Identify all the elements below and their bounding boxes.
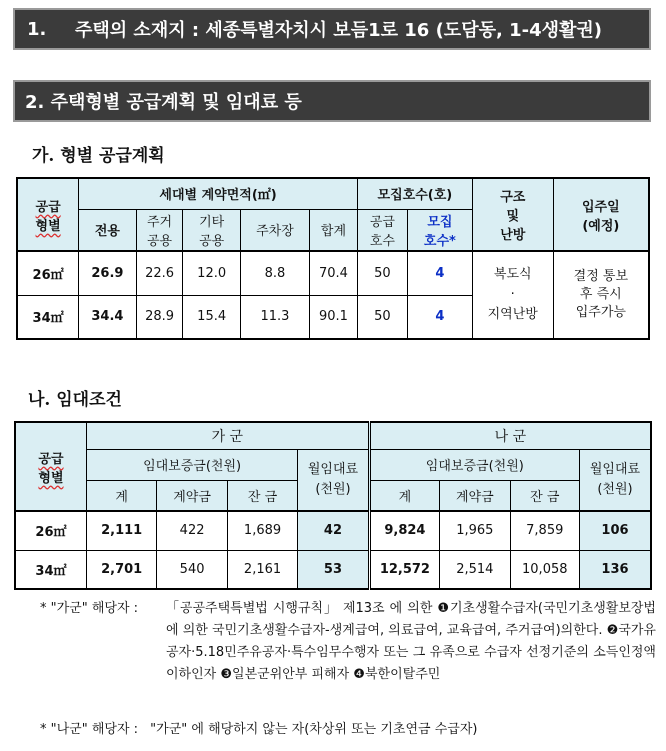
section-1-title: 주택의 소재지 : 세종특별자치시 보듬1로 16 (도담동, 1-4생활권) bbox=[75, 20, 602, 41]
header-exclusive: 전용 bbox=[79, 209, 136, 251]
cell-ga-balance: 1,689 bbox=[227, 511, 297, 550]
header-supply-count: 공급 호수 bbox=[357, 209, 407, 251]
header-recruit: 모집 호수* bbox=[407, 209, 472, 251]
cell-other: 15.4 bbox=[183, 295, 240, 339]
note-ga-label: * "가군" 해당자 : bbox=[40, 601, 139, 616]
header-na-deposit: 임대보증금(천원) bbox=[369, 449, 579, 480]
cell-na-sum: 12,572 bbox=[369, 550, 439, 589]
cell-ga-sum: 2,111 bbox=[86, 511, 156, 550]
header-group-ga: 가 군 bbox=[86, 422, 369, 449]
header-group-na: 나 군 bbox=[369, 422, 651, 449]
cell-ga-rent: 53 bbox=[298, 550, 369, 589]
cell-parking: 11.3 bbox=[240, 295, 309, 339]
cell-total: 90.1 bbox=[310, 295, 358, 339]
header-type: 공급 형별 bbox=[15, 422, 86, 511]
row-type: 26㎡ bbox=[17, 251, 79, 295]
supply-plan-table bbox=[16, 177, 650, 340]
subheading-supply-plan: 가. 형별 공급계획 bbox=[32, 146, 165, 166]
cell-ga-rent: 42 bbox=[298, 511, 369, 550]
header-ga-sum: 계 bbox=[86, 480, 156, 511]
header-move-in: 입주일 (예정) bbox=[553, 178, 649, 251]
cell-structure: 복도식 · 지역난방 bbox=[472, 251, 553, 339]
header-common: 주거 공용 bbox=[136, 209, 183, 251]
cell-parking: 8.8 bbox=[240, 251, 309, 295]
cell-na-contract: 1,965 bbox=[440, 511, 510, 550]
table-row bbox=[17, 251, 649, 295]
header-na-contract: 계약금 bbox=[440, 480, 510, 511]
note-na bbox=[40, 719, 477, 741]
cell-ga-contract: 422 bbox=[157, 511, 227, 550]
header-total: 합계 bbox=[310, 209, 358, 251]
rental-terms-table bbox=[14, 421, 652, 590]
note-na-text: "가군" 에 해당하지 않는 자(차상위 또는 기초연금 수급자) bbox=[150, 722, 478, 737]
header-recruit-count: 모집호수(호) bbox=[357, 178, 472, 209]
cell-na-rent: 136 bbox=[579, 550, 651, 589]
note-ga-text: 「공공주택특별법 시행규칙」 제13조 에 의한 ❶기초생활수급자(국민기초생활보장법에 의한 국민기초생활수급자-생계급여, 의료급여, 교육급여, 주거급여)의한다. ❷국가유공자·5.18민주유공자·특수임무수행자 또는 그 유족으로 수급자 선정기준의 소득인정액 이하인자 ❸일본군위안부 피해자 ❹북한이탈주민 bbox=[166, 601, 656, 682]
cell-common: 22.6 bbox=[136, 251, 183, 295]
table-row bbox=[15, 511, 651, 550]
subheading-rental-terms: 나. 임대조건 bbox=[28, 390, 122, 410]
header-na-balance: 잔 금 bbox=[510, 480, 579, 511]
cell-other: 12.0 bbox=[183, 251, 240, 295]
header-area: 세대별 계약면적(㎡) bbox=[79, 178, 358, 209]
cell-recruit: 4 bbox=[407, 251, 472, 295]
header-ga-contract: 계약금 bbox=[157, 480, 227, 511]
header-ga-balance: 잔 금 bbox=[227, 480, 297, 511]
cell-exclusive: 26.9 bbox=[79, 251, 136, 295]
cell-na-rent: 106 bbox=[579, 511, 651, 550]
header-structure: 구조 및 난방 bbox=[472, 178, 553, 251]
cell-supply: 50 bbox=[357, 251, 407, 295]
cell-ga-balance: 2,161 bbox=[227, 550, 297, 589]
header-na-rent: 월임대료 (천원) bbox=[579, 449, 651, 511]
cell-na-contract: 2,514 bbox=[440, 550, 510, 589]
row-type: 26㎡ bbox=[15, 511, 86, 550]
cell-ga-contract: 540 bbox=[157, 550, 227, 589]
header-type: 공급 형별 bbox=[17, 178, 79, 251]
cell-na-balance: 7,859 bbox=[510, 511, 579, 550]
header-na-sum: 계 bbox=[369, 480, 439, 511]
cell-ga-sum: 2,701 bbox=[86, 550, 156, 589]
cell-common: 28.9 bbox=[136, 295, 183, 339]
cell-na-balance: 10,058 bbox=[510, 550, 579, 589]
section-1-number: 1. bbox=[27, 18, 47, 40]
header-ga-deposit: 임대보증금(천원) bbox=[86, 449, 297, 480]
cell-move-in: 결정 통보 후 즉시 입주가능 bbox=[553, 251, 649, 339]
note-na-label: * "나군" 해당자 : bbox=[40, 722, 139, 737]
cell-exclusive: 34.4 bbox=[79, 295, 136, 339]
section-2-title: 2. 주택형별 공급계획 및 임대료 등 bbox=[25, 92, 302, 113]
header-ga-rent: 월임대료 (천원) bbox=[298, 449, 369, 511]
cell-recruit: 4 bbox=[407, 295, 472, 339]
section-1-header bbox=[13, 8, 651, 50]
cell-na-sum: 9,824 bbox=[369, 511, 439, 550]
row-type: 34㎡ bbox=[15, 550, 86, 589]
cell-total: 70.4 bbox=[310, 251, 358, 295]
header-parking: 주차장 bbox=[240, 209, 309, 251]
cell-supply: 50 bbox=[357, 295, 407, 339]
row-type: 34㎡ bbox=[17, 295, 79, 339]
header-other: 기타 공용 bbox=[183, 209, 240, 251]
table-row bbox=[15, 550, 651, 589]
section-2-header bbox=[13, 80, 651, 122]
